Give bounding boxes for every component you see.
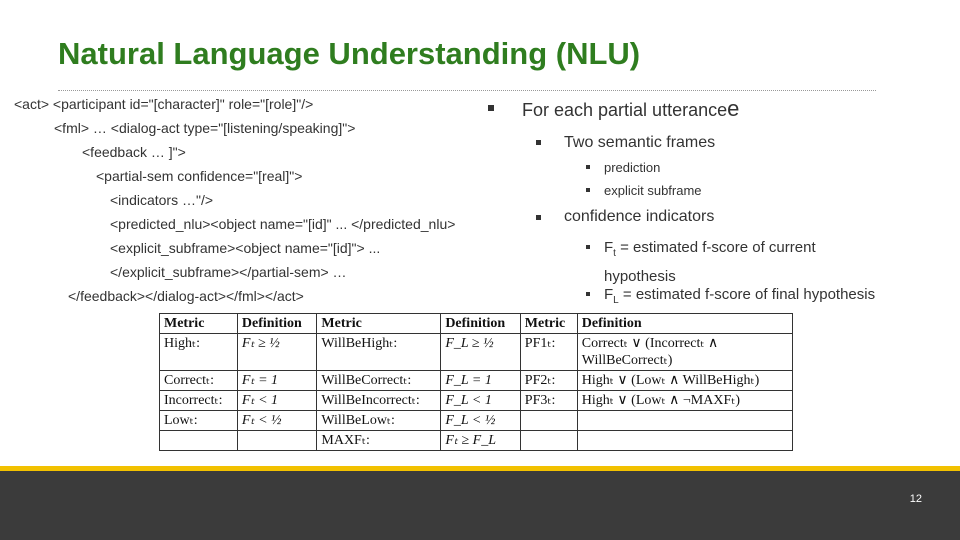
formula-symbol: F bbox=[604, 239, 614, 256]
column-header: Metric bbox=[317, 314, 441, 334]
definition-cell: F_L < ½ bbox=[441, 411, 520, 431]
metric-cell: Correctₜ: bbox=[160, 371, 238, 391]
formula-subscript: t bbox=[613, 248, 616, 259]
definition-cell: Highₜ ∨ (Lowₜ ∧ WillBeHighₜ) bbox=[577, 371, 792, 391]
definition-cell: Fₜ < ½ bbox=[237, 411, 316, 431]
column-header: Metric bbox=[160, 314, 238, 334]
metrics-table bbox=[159, 313, 793, 451]
table-row bbox=[160, 371, 793, 391]
metrics-table-container bbox=[159, 313, 793, 465]
bullet-semantic-frames: Two semantic frames bbox=[564, 134, 716, 151]
definition-cell: Highₜ ∨ (Lowₜ ∧ ¬MAXFₜ) bbox=[577, 391, 792, 411]
slide-title: Natural Language Understanding (NLU) bbox=[58, 36, 641, 71]
definition-cell: Fₜ ≥ F_L bbox=[441, 431, 520, 451]
metric-cell: Incorrectₜ: bbox=[160, 391, 238, 411]
column-header: Definition bbox=[441, 314, 520, 334]
metric-cell: WillBeHighₜ: bbox=[317, 334, 441, 371]
bullet-list bbox=[480, 94, 960, 310]
metric-cell: WillBeLowₜ: bbox=[317, 411, 441, 431]
bullet-marker bbox=[586, 245, 590, 249]
bullet-text: For each partial utterance bbox=[522, 100, 728, 120]
bullet-marker bbox=[536, 215, 541, 220]
xml-line: <feedback … ]"> bbox=[82, 144, 186, 160]
metric-cell bbox=[520, 431, 577, 451]
bullet-prediction: prediction bbox=[604, 160, 661, 175]
slide-footer bbox=[0, 471, 960, 540]
table-row bbox=[160, 334, 793, 371]
definition-cell: F_L < 1 bbox=[441, 391, 520, 411]
metric-cell: PF2ₜ: bbox=[520, 371, 577, 391]
bullet-marker bbox=[536, 140, 541, 145]
metric-cell: PF3ₜ: bbox=[520, 391, 577, 411]
title-divider bbox=[58, 90, 876, 91]
bullet-marker bbox=[488, 105, 494, 111]
formula-symbol: F bbox=[604, 286, 614, 303]
bullet-ft-definition bbox=[604, 236, 816, 288]
bullet-marker bbox=[586, 188, 590, 192]
bullet-text-continued: hypothesis bbox=[604, 268, 676, 285]
xml-line: <explicit_subframe><object name="[id]"> ... bbox=[110, 240, 381, 256]
metric-cell: PF1ₜ: bbox=[520, 334, 577, 371]
bullet-text: = estimated f-score of final hypothesis bbox=[618, 286, 876, 303]
column-header: Metric bbox=[520, 314, 577, 334]
definition-text: Correctₜ ∨ (Incorrectₜ ∧ bbox=[581, 336, 719, 351]
xml-line: <indicators …"/> bbox=[110, 192, 214, 208]
metric-cell: Lowₜ: bbox=[160, 411, 238, 431]
xml-line: </feedback></dialog-act></fml></act> bbox=[68, 288, 304, 304]
formula-subscript: L bbox=[613, 295, 619, 306]
definition-cell: F_L ≥ ½ bbox=[441, 334, 520, 371]
metric-cell: MAXFₜ: bbox=[317, 431, 441, 451]
page-number: 12 bbox=[909, 493, 922, 505]
bullet-marker bbox=[586, 292, 590, 296]
xml-line: <predicted_nlu><object name="[id]" ... </predicted_nlu> bbox=[110, 216, 456, 232]
table-row bbox=[160, 411, 793, 431]
metric-cell: WillBeIncorrectₜ: bbox=[317, 391, 441, 411]
definition-cell bbox=[237, 431, 316, 451]
bullet-marker bbox=[586, 165, 590, 169]
bullet-text: = estimated f-score of current bbox=[615, 239, 816, 256]
bullet-confidence-indicators: confidence indicators bbox=[564, 208, 715, 225]
metric-cell: Highₜ: bbox=[160, 334, 238, 371]
definition-cell: Fₜ ≥ ½ bbox=[237, 334, 316, 371]
definition-cell: Fₜ = 1 bbox=[237, 371, 316, 391]
xml-line: </explicit_subframe></partial-sem> … bbox=[110, 264, 347, 280]
metric-cell bbox=[160, 431, 238, 451]
xml-line: <act> <participant id="[character]" role="[role]"/> bbox=[14, 96, 314, 112]
table-header-row bbox=[160, 314, 793, 334]
bullet-text-tail: e bbox=[727, 96, 740, 121]
definition-cell: Fₜ < 1 bbox=[237, 391, 316, 411]
definition-cell bbox=[577, 431, 792, 451]
xml-line: <fml> … <dialog-act type="[listening/speaking]"> bbox=[54, 120, 356, 136]
metric-cell bbox=[520, 411, 577, 431]
metric-cell: WillBeCorrectₜ: bbox=[317, 371, 441, 391]
definition-text-continued: WillBeCorrectₜ) bbox=[581, 353, 673, 368]
column-header: Definition bbox=[577, 314, 792, 334]
bullet-fl-definition bbox=[604, 283, 875, 312]
xml-schema-block bbox=[0, 94, 520, 304]
definition-cell: F_L = 1 bbox=[441, 371, 520, 391]
definition-cell bbox=[577, 411, 792, 431]
definition-cell bbox=[577, 334, 792, 371]
bullet-partial-utterance bbox=[522, 96, 739, 122]
xml-line: <partial-sem confidence="[real]"> bbox=[96, 168, 303, 184]
column-header: Definition bbox=[237, 314, 316, 334]
bullet-explicit-subframe: explicit subframe bbox=[604, 183, 702, 198]
table-row bbox=[160, 431, 793, 451]
table-row bbox=[160, 391, 793, 411]
